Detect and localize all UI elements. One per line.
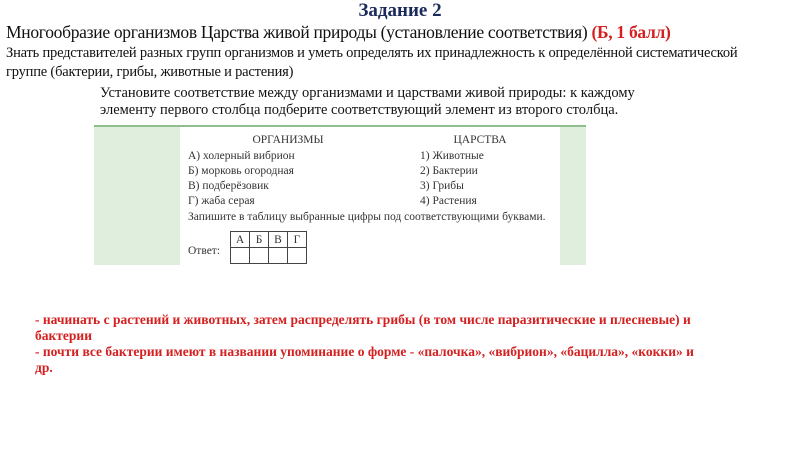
subtitle-main: Многообразие организмов Царства живой природы (установление соответствия) [6,22,588,42]
organisms-column [188,133,388,209]
answer-cell[interactable] [231,248,250,264]
hint-item: - почти все бактерии имеют в названии упоминание о форме - «палочка», «вибрион», «бацилла», «кокки» и др. [35,344,694,375]
score-badge: (Б, 1 балл) [591,22,671,42]
description: Знать представителей разных групп организмов и уметь определять их принадлежность к определённой систематической группе (бактерии, грибы, животные и растения) [6,45,738,80]
task-sheet [180,127,560,265]
kingdoms-column [420,133,540,209]
page-title: Задание 2 [358,0,442,21]
answer-header: Б [250,232,269,248]
kingdom-item: 3) Грибы [420,180,464,192]
answer-label: Ответ: [188,245,221,257]
kingdom-item: 1) Животные [420,150,484,162]
answer-header: Г [288,232,307,248]
answer-header: А [231,232,250,248]
kingdom-item: 2) Бактерии [420,165,478,177]
organism-item: Г) жаба серая [188,195,255,207]
answer-table [230,231,307,264]
table-instruction: Запишите в таблицу выбранные цифры под соответствующими буквами. [188,211,546,223]
organism-item: А) холерный вибрион [188,150,295,162]
answer-cell[interactable] [288,248,307,264]
answer-header: В [269,232,288,248]
task-image-panel [94,125,586,265]
organism-item: Б) морковь огородная [188,165,294,177]
organisms-header: ОРГАНИЗМЫ [252,134,324,146]
subtitle [6,22,671,43]
answer-cell[interactable] [250,248,269,264]
answer-cell[interactable] [269,248,288,264]
hint-item: - начинать с растений и животных, затем распределять грибы (в том числе паразитические и плесневые) и бактерии [35,312,691,343]
hints [35,312,695,376]
kingdom-item: 4) Растения [420,195,477,207]
instruction: Установите соответствие между организмами и царствами живой природы: к каждому элементу первого столбца подберите соответствующий элемент из второго столбца. [100,85,635,118]
kingdoms-header: ЦАРСТВА [453,134,507,146]
organism-item: В) подберёзовик [188,180,269,192]
